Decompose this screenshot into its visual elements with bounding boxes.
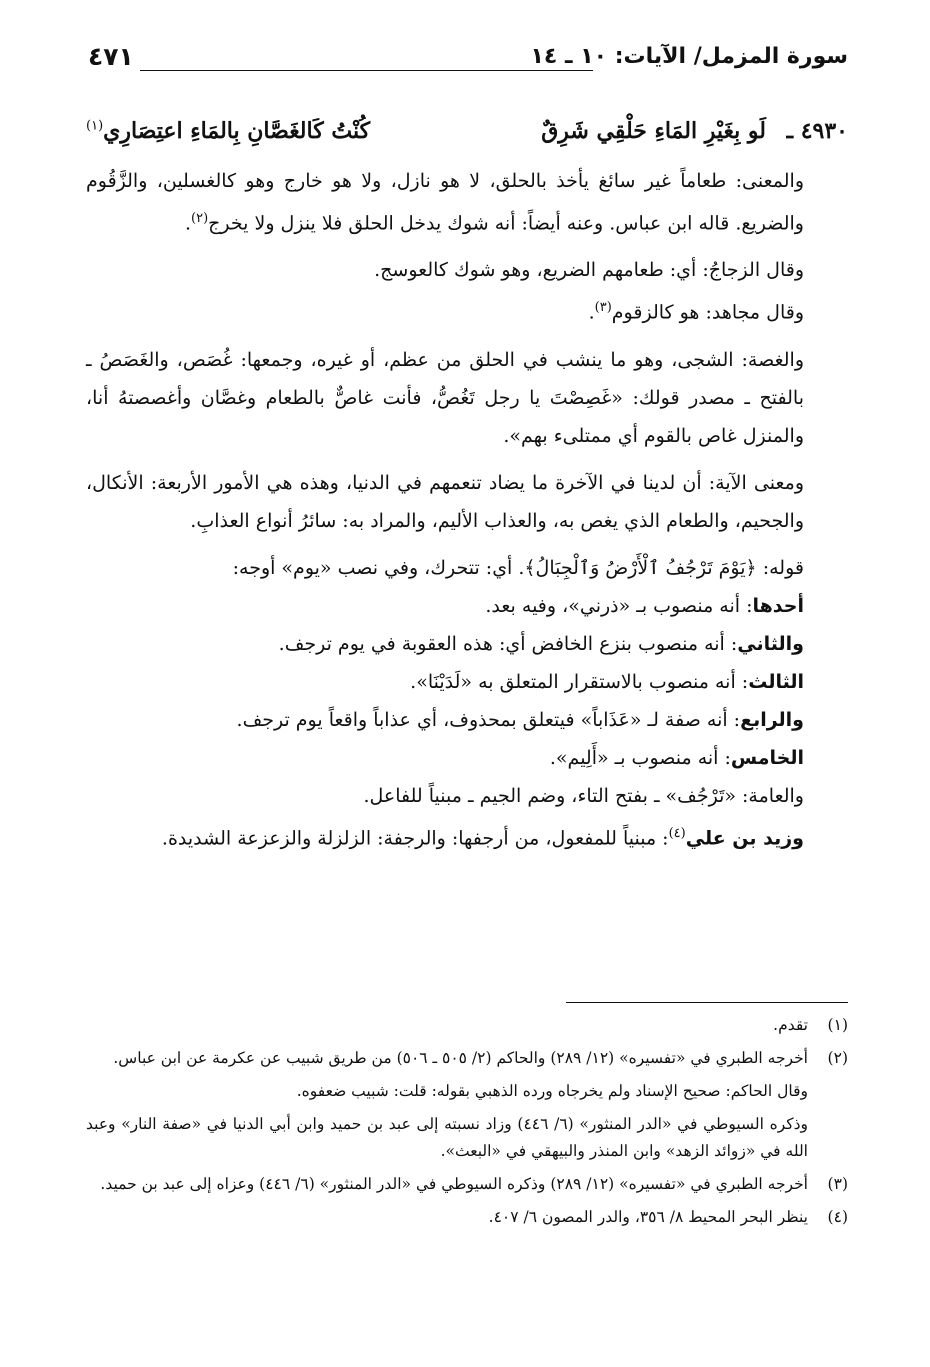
paragraph-zayd-reading: [86, 815, 848, 857]
view-2-label: والثاني: [737, 632, 804, 655]
footnote-2-hakim: وقال الحاكم: صحيح الإسناد ولم يخرجاه ورده الذهبي بقوله: قلت: شبيب ضعفوه.: [296, 1082, 808, 1100]
hemistich-2-text: كُنْتُ كَالغَصَّانِ بِالمَاءِ اعتِصَارِي: [103, 118, 371, 144]
footnote-3-text: أخرجه الطبري في «تفسيره» (١٢/ ٢٨٩) وذكره السيوطي في «الدر المنثور» (٦/ ٤٤٦) وعزاه إلى عبد بن حميد.: [100, 1175, 808, 1193]
footnote-ref-3: (٣): [594, 300, 612, 316]
poetry-verse: [86, 114, 848, 164]
paragraph-verse-meaning: ومعنى الآية: أن لدينا في الآخرة ما يضاد تنعمهم في الدنيا، وهذه هي الأمور الأربعة: الأنكال، والجحيم، والطعام الذي يغص به، والعذاب الأليم، والمراد به: سائرُ أنواع العذابِ.: [86, 471, 804, 532]
verse-number: ٤٩٣٠ ـ: [786, 118, 848, 144]
footnote-4-text: ينظر البحر المحيط ٨/ ٣٥٦، والدر المصون ٦/ ٤٠٧.: [488, 1208, 808, 1226]
paragraph-quran-quote: [86, 549, 848, 587]
verse-hemistich-2: [86, 118, 370, 144]
paragraph-mujahid-text: وقال مجاهد: هو كالزقوم: [611, 301, 804, 324]
quote-intro: قوله:: [756, 556, 804, 579]
view-2: [86, 625, 848, 663]
zayd-label: وزيد بن علي: [685, 826, 804, 849]
paragraph-common-reading: والعامة: «تَرْجُف» ـ بفتح التاء، وضم الجيم ـ مبنياً للفاعل.: [363, 784, 804, 807]
footnote-2: [86, 1045, 848, 1072]
view-3: [86, 663, 848, 701]
view-4-label: والرابع: [740, 708, 804, 731]
paragraph-ghussa: والغصة: الشجى، وهو ما ينشب في الحلق من عظم، أو غيره، وجمعها: غُصَص، والغَصَصُ ـ بالفتح ـ مصدر قولك: «غَصِصْتَ يا رجل تَغُصُّ، فأنت غاصٌّ بالطعام وغصَّان وأغصصتهُ أنا، والمنزل غاص بالقوم أي ممتلىء بهم».: [86, 348, 804, 447]
zayd-text: : مبنياً للمفعول، من أرجفها: والرجفة: الزلزلة والزعزعة الشديدة.: [161, 826, 669, 849]
quote-explanation: . أي: تتحرك، وفي نصب «يوم» أوجه:: [232, 556, 525, 579]
view-5: [86, 739, 848, 777]
paragraph-mujahid: وقال مجاهد: هو كالزقوم$^{(٣)}$.: [588, 300, 804, 324]
view-4: [86, 701, 848, 739]
view-2-text: : أنه منصوب بنزع الخافض أي: هذه العقوبة في يوم ترجف.: [278, 632, 738, 655]
footnote-separator: [566, 1002, 848, 1003]
footnote-2-number: (٢): [827, 1049, 848, 1067]
footnote-1-text: تقدم.: [773, 1016, 808, 1034]
footnote-ref-4: (٤): [668, 825, 686, 841]
view-1: [86, 587, 848, 625]
footnote-3: [86, 1171, 848, 1198]
chapter-title: سورة المزمل/ الآيات: ١٠ ـ ١٤: [530, 44, 848, 69]
view-5-label: الخامس: [730, 746, 804, 769]
view-3-label: الثالث: [748, 670, 804, 693]
header-rule: [140, 70, 593, 71]
paragraph-meaning: والمعنى: طعاماً غير سائغ يأخذ بالحلق، لا هو نازل، ولا هو خارج وهو كالغسلين، والزَّقُوم والضريع. قاله ابن عباس. وعنه أيضاً: أنه شوك يدخل الحلق فلا ينزل ولا يخرج$^{(٢)}$.: [86, 170, 804, 235]
footnote-2-text: أخرجه الطبري في «تفسيره» (١٢/ ٢٨٩) والحاكم (٢/ ٥٠٥ ـ ٥٠٦) من طريق شبيب عن عكرمة عن ابن عباس.: [113, 1049, 808, 1067]
view-3-text: : أنه منصوب بالاستقرار المتعلق به «لَدَيْنَا».: [410, 670, 749, 693]
paragraph-zajjaj: وقال الزجاجُ: أي: طعامهم الضريع، وهو شوك كالعوسج.: [374, 259, 804, 282]
view-5-text: : أنه منصوب بـ «أَلِيم».: [549, 746, 731, 769]
footnote-4-number: (٤): [827, 1208, 848, 1226]
footnote-ref-2: (٢): [191, 211, 209, 226]
footnote-1: [86, 1012, 848, 1039]
quran-verse: ﴿يَوْمَ تَرْجُفُ ٱلْأَرْضُ وَٱلْجِبَالُ﴾: [524, 556, 757, 579]
footnote-1-number: (١): [827, 1016, 848, 1034]
footnote-2-suyuti: وذكره السيوطي في «الدر المنثور» (٦/ ٤٤٦) وزاد نسبته إلى عبد بن حميد وابن أبي الدنيا في «صفة النار» وعبد الله في «زوائد الزهد» وابن المنذر والبيهقي في «البعث».: [86, 1115, 809, 1160]
page-number: ٤٧١: [88, 42, 134, 71]
view-1-text: : أنه منصوب بـ «ذرني»، وفيه بعد.: [485, 594, 753, 617]
view-1-label: أحدها: [752, 594, 804, 617]
footnote-4: [86, 1204, 848, 1231]
paragraph-meaning-text: والمعنى: طعاماً غير سائغ يأخذ بالحلق، لا هو نازل، ولا هو خارج وهو كالغسلين، والزَّقُوم والضريع. قاله ابن عباس. وعنه أيضاً: أنه شوك يدخل الحلق فلا ينزل ولا يخرج: [86, 170, 804, 235]
footnotes: [86, 1012, 848, 1231]
view-4-text: : أنه صفة لـ «عَذَاباً» فيتعلق بمحذوف، أي عذاباً واقعاً يوم ترجف.: [236, 708, 741, 731]
footnote-ref-1: (١): [86, 118, 104, 134]
running-header: [88, 40, 848, 86]
main-text: [86, 162, 848, 857]
footnote-3-number: (٣): [827, 1175, 848, 1193]
verse-hemistich-1: لَو بِغَيْرِ المَاءِ حَلْقِي شَرِقٌ: [541, 118, 766, 144]
